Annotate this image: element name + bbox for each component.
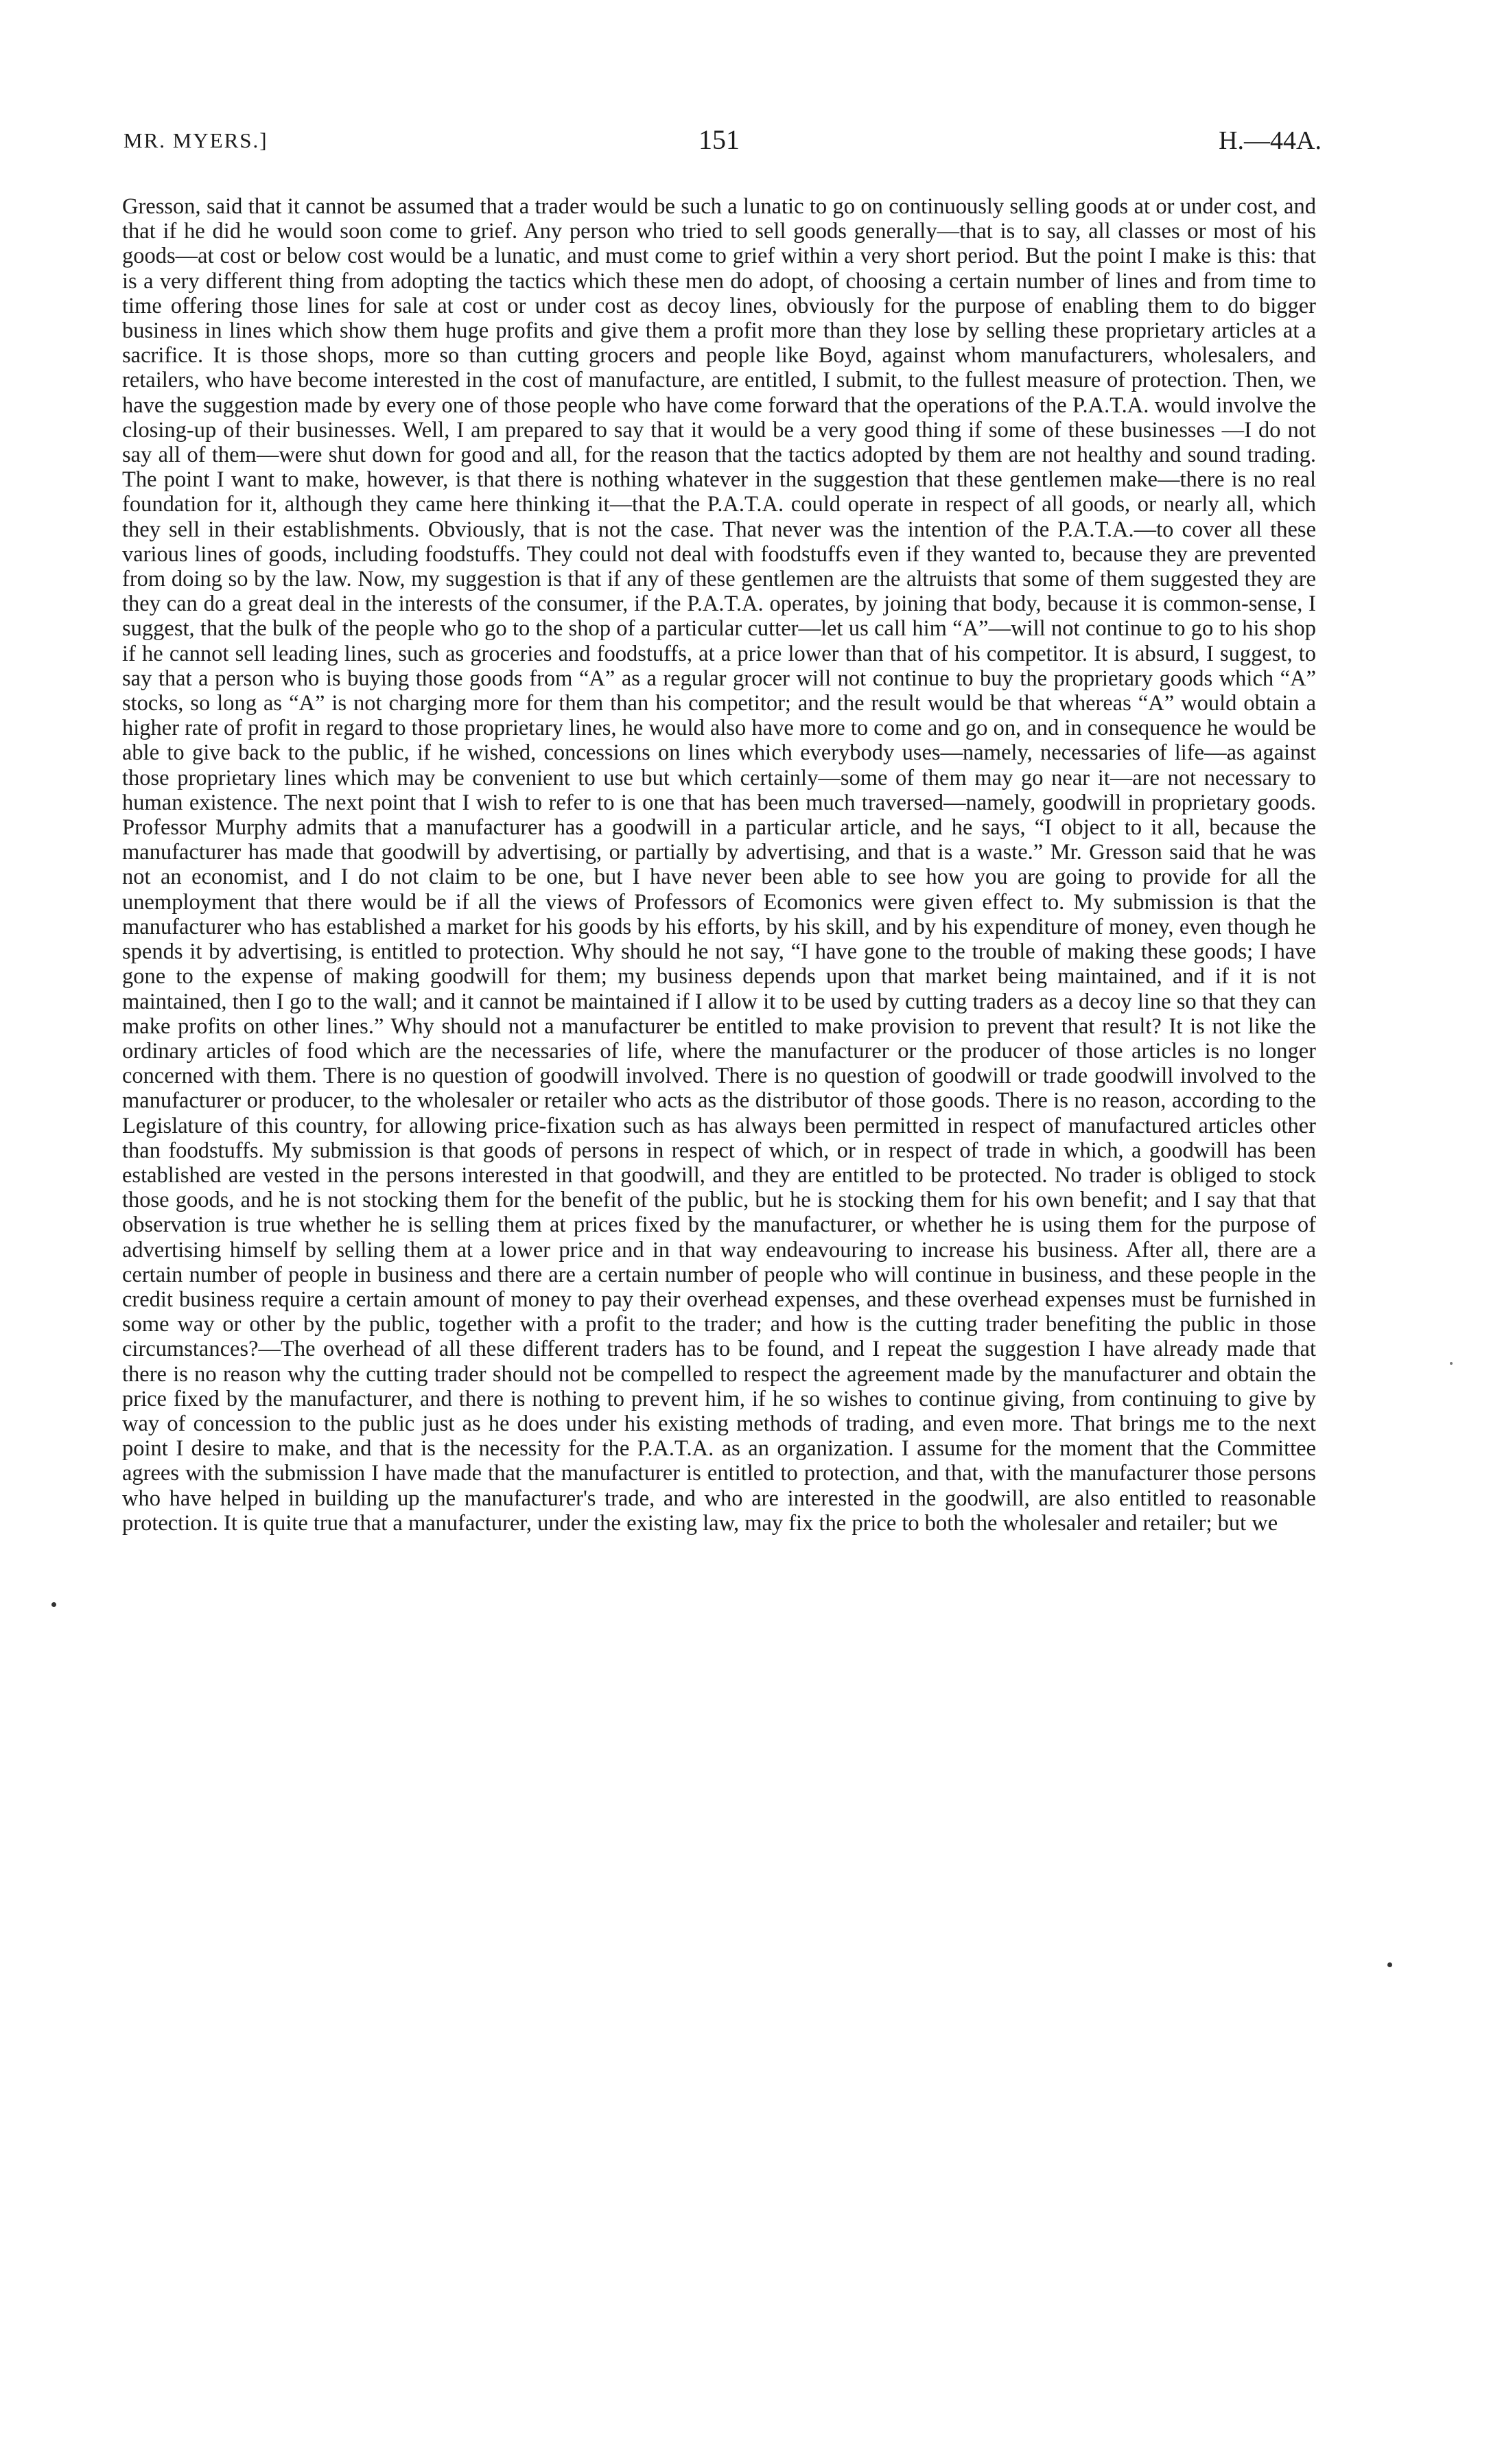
document-page xyxy=(122,120,1322,1536)
page-number: 151 xyxy=(698,124,740,155)
page-header xyxy=(122,120,1322,161)
document-reference: H.—44A. xyxy=(1219,126,1322,155)
margin-dot-left xyxy=(51,1602,56,1607)
body-paragraph: Gresson, said that it cannot be assumed that a trader would be such a lunatic to go on continuously selling goods at or under cost, and that if he did he would soon come to grief. Any person who tried to sell goods generally—that is to say, all classes or most of his goods—at cost or below cost would be a lunatic, and must come to grief within a very short period. But the point I make is this: that is a very different thing from adopting the tactics which these men do adopt, of choosing a certain number of lines and from time to time offering those lines for sale at cost or under cost as decoy lines, obviously for the purpose of enabling them to do bigger business in lines which show them huge profits and give them a profit more than they lose by selling these proprietary articles at a sacrifice. It is those shops, more so than cutting grocers and people like Boyd, against whom manufacturers, wholesalers, and retailers, who have become interested in the cost of manufacture, are entitled, I submit, to the fullest measure of protection. Then, we have the suggestion made by every one of those people who have come forward that the operations of the P.A.T.A. would involve the closing-up of their businesses. Well, I am prepared to say that it would be a very good thing if some of these businesses —I do not say all of them—were shut down for good and all, for the reason that the tactics adopted by them are not healthy and sound trading. The point I want to make, however, is that there is nothing whatever in the suggestion that these gentlemen make—there is no real foundation for it, although they came here thinking it—that the P.A.T.A. could operate in respect of all goods, or nearly all, which they sell in their establishments. Obviously, that is not the case. That never was the intention of the P.A.T.A.—to cover all these various lines of goods, including foodstuffs. They could not deal with foodstuffs even if they wanted to, because they are prevented from doing so by the law. Now, my suggestion is that if any of these gentlemen are the altruists that some of them suggested they are they can do a great deal in the interests of the consumer, if the P.A.T.A. operates, by joining that body, because it is common-sense, I suggest, that the bulk of the people who go to the shop of a particular cutter—let us call him “A”—will not continue to go to his shop if he cannot sell leading lines, such as groceries and foodstuffs, at a price lower than that of his competitor. It is absurd, I suggest, to say that a person who is buying those goods from “A” as a regular grocer will not continue to buy the proprietary goods which “A” stocks, so long as “A” is not charging more for them than his competitor; and the result would be that whereas “A” would obtain a higher rate of profit in regard to those proprietary lines, he would also have more to come and go on, and in consequence he would be able to give back to the public, if he wished, concessions on lines which everybody uses—namely, necessaries of life—as against those proprietary lines which may be convenient to use but which certainly—some of them may go near it—are not necessary to human existence. The next point that I wish to refer to is one that has been much traversed—namely, goodwill in proprietary goods. Professor Murphy admits that a manufacturer has a goodwill in a particular article, and he says, “I object to it all, because the manufacturer has made that goodwill by advertising, or partially by advertising, and that is a waste.” Mr. Gresson said that he was not an economist, and I do not claim to be one, but I have never been able to see how you are going to provide for all the unemployment that there would be if all the views of Professors of Ecomonics were given effect to. My submission is that the manufacturer who has established a market for his goods by his efforts, by his skill, and by his expenditure of money, even though he spends it by advertising, is entitled to protection. Why should he not say, “I have gone to the trouble of making these goods; I have gone to the expense of making goodwill for them; my business depends upon that market being maintained, and if it is not maintained, then I go to the wall; and it cannot be maintained if I allow it to be used by cutting traders as a decoy line so that they can make profits on other lines.” Why should not a manufacturer be entitled to make provision to prevent that result? It is not like the ordinary articles of food which are the necessaries of life, where the manufacturer or the producer of those articles is no longer concerned with them. There is no question of goodwill involved. There is no question of goodwill or trade goodwill involved to the manufacturer or producer, to the wholesaler or retailer who acts as the distributor of those goods. There is no reason, according to the Legislature of this country, for allowing price-fixation such as has always been permitted in respect of manufactured articles other than foodstuffs. My submission is that goods of persons in respect of which, or in respect of trade in which, a goodwill has been established are vested in the persons interested in that goodwill, and they are entitled to be protected. No trader is obliged to stock those goods, and he is not stocking them for the benefit of the public, but he is stocking them for his own benefit; and I say that that observation is true whether he is selling them at prices fixed by the manufacturer, or whether he is using them for the purpose of advertising himself by selling them at a lower price and in that way endeavouring to increase his business. After all, there are a certain number of people in business and there are a certain number of people who will continue in business, and these people in the credit business require a certain amount of money to pay their overhead expenses, and these overhead expenses must be furnished in some way or other by the public, together with a profit to the trader; and how is the cutting trader benefiting the public in those circumstances?—The overhead of all these different traders has to be found, and I repeat the suggestion I have already made that there is no reason why the cutting trader should not be compelled to respect the agreement made by the manufacturer and obtain the price fixed by the manufacturer, and there is nothing to prevent him, if he so wishes to continue giving, from continuing to give by way of concession to the public just as he does under his existing methods of trading, and even more. That brings me to the next point I desire to make, and that is the necessity for the P.A.T.A. as an organization. I assume for the moment that the Committee agrees with the submission I have made that the manufacturer is entitled to protection, and that, with the manufacturer those persons who have helped in building up the manufacturer's trade, and who are interested in the goodwill, are also entitled to reasonable protection. It is quite true that a manufacturer, under the existing law, may fix the price to both the wholesaler and retailer; but we xyxy=(122,194,1316,1536)
margin-dot-right xyxy=(1387,1962,1392,1967)
margin-speck-right xyxy=(1450,1362,1453,1365)
speaker-heading: MR. MYERS.] xyxy=(124,128,268,152)
